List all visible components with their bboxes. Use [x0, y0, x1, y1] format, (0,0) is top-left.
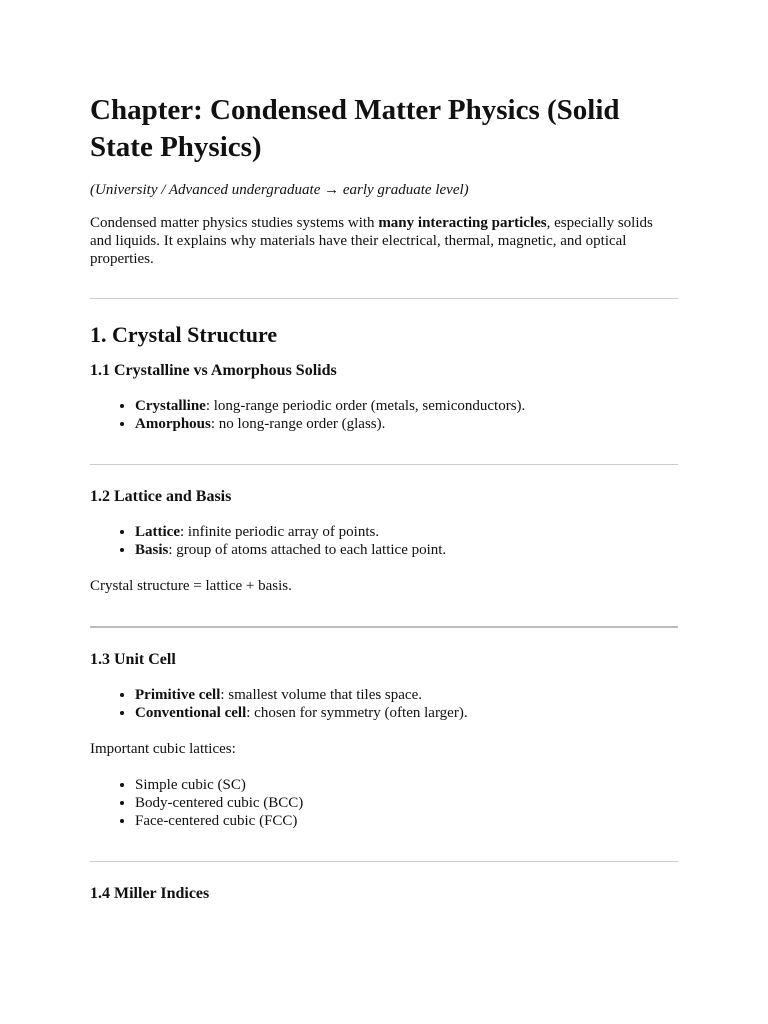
list-unit-cells: [90, 686, 678, 722]
crystal-structure-note: Crystal structure = lattice + basis.: [90, 578, 292, 594]
intro-text-end: , especially solids and liquids. It explains why materials have their electrical, thermal, magnetic, and optical properties.: [90, 215, 653, 267]
intro-text-start: Condensed matter physics studies systems with: [90, 215, 379, 231]
definition: : chosen for symmetry (often larger).: [246, 705, 468, 721]
term: Conventional cell: [135, 705, 247, 721]
section-heading-crystal-structure: 1. Crystal Structure: [90, 322, 278, 347]
list-item: [135, 415, 678, 433]
list-crystalline-amorphous: [90, 397, 678, 433]
list-cubic-lattices: [90, 776, 678, 830]
list-item: • Simple cubic (SC): [135, 776, 678, 794]
list-item: [135, 397, 678, 415]
document-page: [90, 92, 678, 920]
term: Crystalline: [135, 398, 206, 414]
list-lattice-basis: [90, 523, 678, 559]
list-item: [135, 541, 678, 559]
list-item: [135, 686, 678, 704]
term: Amorphous: [135, 416, 211, 432]
intro-paragraph: [90, 214, 678, 268]
definition: : group of atoms attached to each lattice point.: [168, 542, 447, 558]
definition: : long-range periodic order (metals, semiconductors).: [205, 398, 526, 414]
section-divider: [90, 861, 678, 862]
section-divider: [90, 626, 678, 628]
list-item: [135, 704, 678, 722]
term: Lattice: [135, 524, 180, 540]
term: Basis: [135, 542, 169, 558]
term: Primitive cell: [135, 687, 221, 703]
intro-bold-phrase: many interacting particles: [378, 215, 547, 231]
section-divider: [90, 298, 678, 299]
list-item: • Body-centered cubic (BCC): [135, 794, 678, 812]
chapter-title: Chapter: Condensed Matter Physics (Solid State Physics): [90, 94, 620, 163]
list-item: • Face-centered cubic (FCC): [135, 812, 678, 830]
cubic-lattices-intro: Important cubic lattices:: [90, 741, 236, 757]
definition: : infinite periodic array of points.: [179, 524, 380, 540]
subsection-heading-1-4: 1.4 Miller Indices: [90, 885, 210, 902]
section-divider: [90, 464, 678, 465]
subsection-heading-1-2: 1.2 Lattice and Basis: [90, 488, 232, 505]
definition: : no long-range order (glass).: [210, 416, 386, 432]
level-subtitle: (University / Advanced undergraduate → early graduate level): [90, 182, 469, 198]
definition: : smallest volume that tiles space.: [220, 687, 422, 703]
list-item: [135, 523, 678, 541]
subsection-heading-1-3: 1.3 Unit Cell: [90, 651, 176, 668]
subsection-heading-1-1: 1.1 Crystalline vs Amorphous Solids: [90, 362, 337, 379]
